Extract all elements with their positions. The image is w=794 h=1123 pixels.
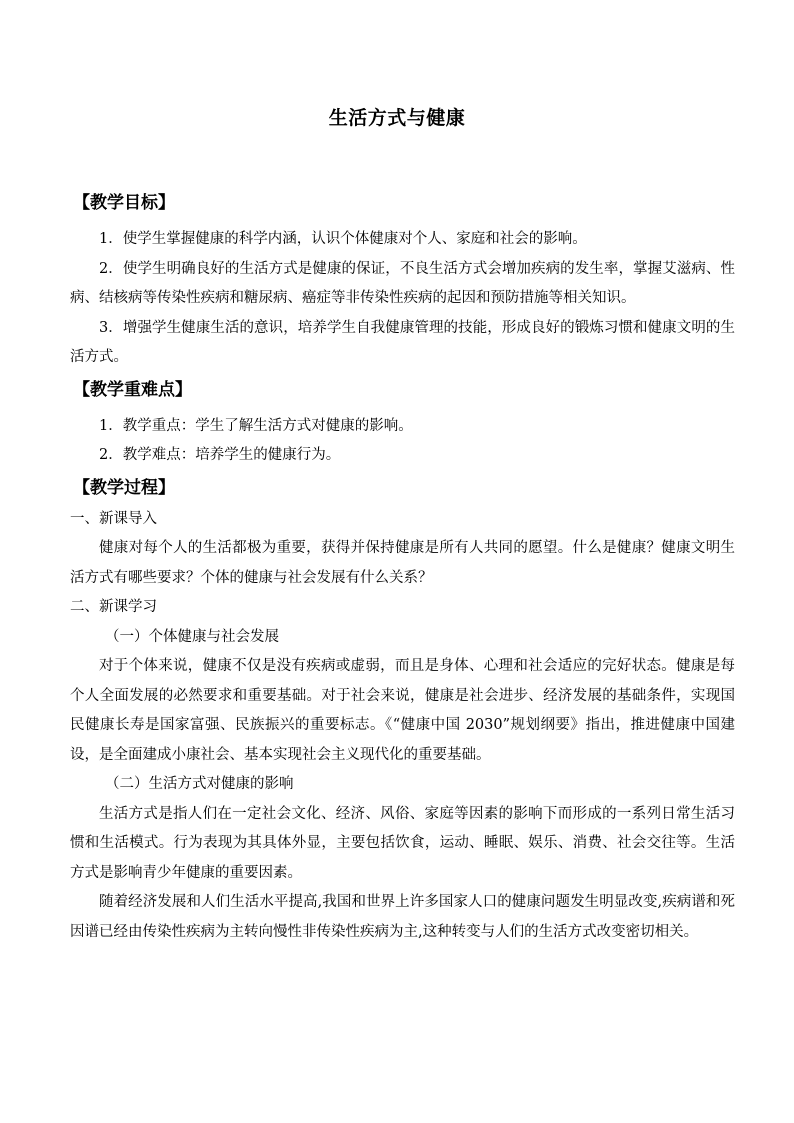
- subsection-2-paragraph-1: 生活方式是指人们在一定社会文化、经济、风俗、家庭等因素的影响下而形成的一系列日常生活习惯和生活模式。行为表现为其具体外显，主要包括饮食，运动、睡眠、娱乐、消费、社会交往等。生活方式是影响青少年健康的重要因素。: [70, 805, 735, 881]
- subsection-title-2: （二）生活方式对健康的影响: [105, 776, 294, 792]
- key-point-item-2: 2．教学难点：培养学生的健康行为。: [99, 447, 341, 463]
- document-body: [70, 186, 735, 947]
- section-heading-key-points: 【教学重难点】: [73, 379, 192, 400]
- objective-item-2: 2．使学生明确良好的生活方式是健康的保证，不良生活方式会增加疾病的发生率，掌握艾滋病、性病、结核病等传染性疾病和糖尿病、癌症等非传染性疾病的起因和预防措施等相关知识。: [70, 260, 735, 306]
- objective-item-1: 1．使学生掌握健康的科学内涵，认识个体健康对个人、家庭和社会的影响。: [99, 231, 587, 247]
- document-title: 生活方式与健康: [328, 107, 466, 129]
- subsection-title-1: （一）个体健康与社会发展: [105, 628, 279, 645]
- subsection-2-paragraph-2: 随着经济发展和人们生活水平提高,我国和世界上许多国家人口的健康问题发生明显改变,疾病谱和死因谱已经由传染性疾病为主转向慢性非传染性疾病为主,这种转变与人们的生活方式改变密切相关。: [70, 894, 735, 940]
- subsection-1-paragraph: 对于个体来说，健康不仅是没有疾病或虚弱，而且是身体、心理和社会适应的完好状态。健康是每个人全面发展的必然要求和重要基础。对于社会来说，健康是社会进步、经济发展的基础条件，实现国民健康长寿是国家富强、民族振兴的重要标志。《“健康中国 2030”规划纲要》指出，推进健康中国建设，是全面建成小康社会、基本实现社会主义现代化的重要基础。: [70, 658, 735, 763]
- part-title-intro: 一、新课导入: [70, 510, 157, 527]
- key-point-item-1: 1．教学重点：学生了解生活方式对健康的影响。: [99, 417, 413, 434]
- objective-item-3: 3．增强学生健康生活的意识，培养学生自我健康管理的技能，形成良好的锻炼习惯和健康文明的生活方式。: [70, 319, 735, 365]
- part-title-learning: 二、新课学习: [70, 599, 157, 615]
- intro-paragraph: 健康对每个人的生活都极为重要，获得并保持健康是所有人共同的愿望。什么是健康？健康文明生活方式有哪些要求？个体的健康与社会发展有什么关系？: [70, 540, 735, 586]
- section-heading-objectives: 【教学目标】: [73, 193, 175, 213]
- section-heading-process: 【教学过程】: [73, 477, 175, 498]
